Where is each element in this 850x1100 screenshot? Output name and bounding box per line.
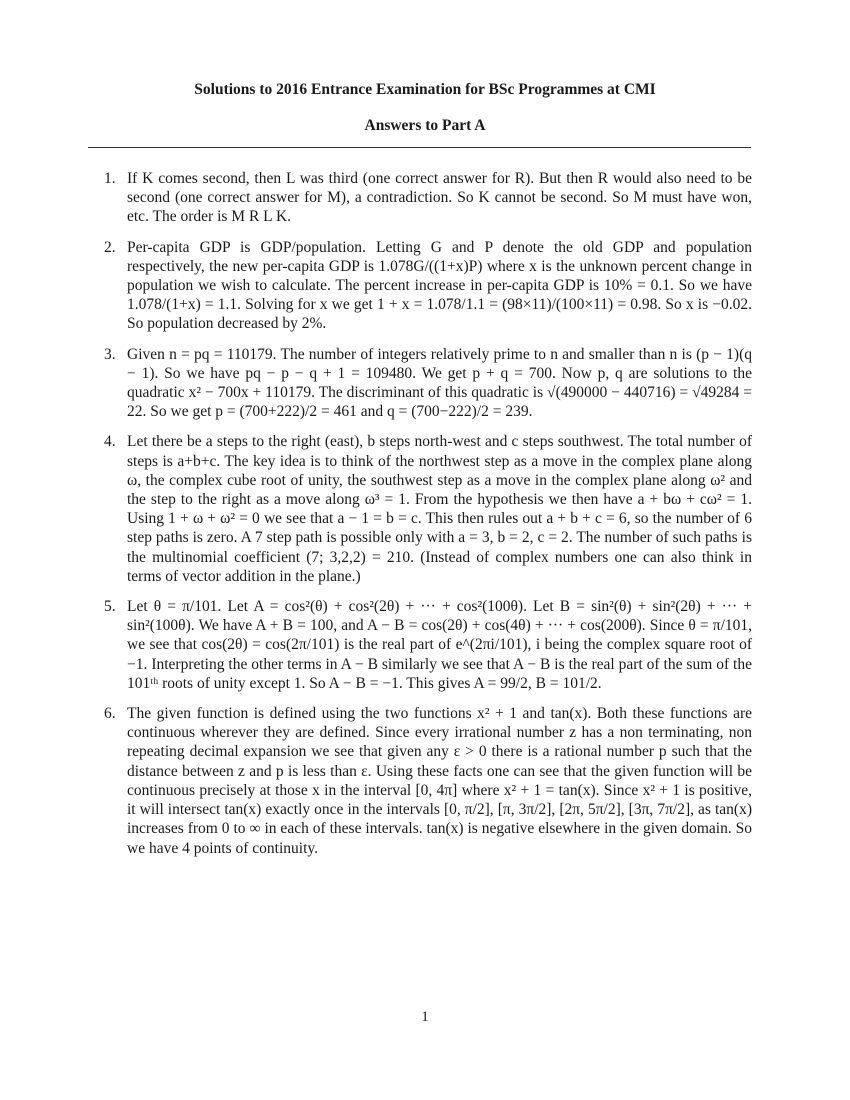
answer-number: 2. <box>104 238 116 256</box>
answer-text: The given function is defined using the two functions x² + 1 and tan(x). Both these functions are continuous wherever they are defined. Since every irrational number z has a non terminating, non repeating decimal expansion we see that given any ε > 0 there is a rational number p such that the distance between z and p is less than ε. Using these facts one can see that the given function will be continuous precisely at those x in the interval [0, 4π] where x² + 1 = tan(x). Since x² + 1 is positive, it will intersect tan(x) exactly once in the intervals [0, π/2], [π, 3π/2], [2π, 5π/2], [3π, 7π/2], as tan(x) increases from 0 to ∞ in each of these intervals. tan(x) is negative elsewhere in the given domain. So we have 4 points of continuity. <box>127 705 752 857</box>
document-subtitle: Answers to Part A <box>364 117 486 134</box>
document-title: Solutions to 2016 Entrance Examination for BSc Programmes at CMI <box>194 81 656 98</box>
answer-number: 3. <box>104 345 116 363</box>
answer-number: 5. <box>104 598 116 616</box>
answers-list <box>104 169 752 858</box>
answer-text: Let there be a steps to the right (east), b steps north-west and c steps southwest. The total number of steps is a+b+c. The key idea is to think of the northwest step as a move in the complex plane along ω, the complex cube root of unity, the southwest step as a move in the complex plane along ω² and the step to the right as a move along ω³ = 1. From the hypothesis we then have a + bω + cω² = 1. Using 1 + ω + ω² = 0 we see that a − 1 = b = c. This then rules out a + b + c = 6, so the number of 6 step paths is zero. A 7 step path is possible only with a = 3, b = 2, c = 2. The number of such paths is the multinomial coefficient (7; 3,2,2) = 210. (Instead of complex numbers one can also think in terms of vector addition in the plane.) <box>127 433 752 585</box>
answer-number: 4. <box>104 433 116 451</box>
answer-item-1 <box>104 169 752 227</box>
answer-text: Given n = pq = 110179. The number of integers relatively prime to n and smaller than n is (p − 1)(q − 1). So we have pq − p − q + 1 = 109480. We get p + q = 700. Now p, q are solutions to the quadratic x² − 700x + 110179. The discriminant of this quadratic is √(490000 − 440716) = √49284 = 22. So we get p = (700+222)/2 = 461 and q = (700−222)/2 = 239. <box>127 345 752 421</box>
answer-item-5 <box>104 597 752 693</box>
answer-item-3 <box>104 345 752 422</box>
answer-text: Let θ = π/101. Let A = cos²(θ) + cos²(2θ) + ··· + cos²(100θ). Let B = sin²(θ) + sin²(2θ) + ··· + sin²(100θ). We have A + B = 100, and A − B = cos(2θ) + cos(4θ) + ··· + cos(200θ). Since θ = π/101, we see that cos(2θ) = cos(2π/101) is the real part of e^(2πi/101), i being the complex square root of −1. Interpreting the other terms in A − B similarly we see that A − B is the real part of the sum of the 101ᵗʰ roots of unity except 1. So A − B = −1. This gives A = 99/2, B = 101/2. <box>127 598 752 692</box>
answer-item-6 <box>104 704 752 858</box>
answer-item-4 <box>104 432 752 586</box>
answer-number: 6. <box>104 705 116 723</box>
answer-number: 1. <box>104 170 116 187</box>
answer-text: Per-capita GDP is GDP/population. Letting G and P denote the old GDP and population respectively, the new per-capita GDP is 1.078G/((1+x)P) where x is the unknown percent change in population we wish to calculate. The percent increase in per-capita GDP is 10% = 0.1. So we have 1.078/(1+x) = 1.1. Solving for x we get 1 + x = 1.078/1.1 = (98×11)/(100×11) = 0.98. So x is −0.02. So population decreased by 2%. <box>127 238 752 333</box>
page-number: 1 <box>421 1009 429 1025</box>
horizontal-rule <box>88 147 751 148</box>
answer-item-2 <box>104 238 752 334</box>
answer-text: If K comes second, then L was third (one correct answer for R). But then R would also need to be second (one correct answer for M), a contradiction. So K cannot be second. So M must have won, etc. The order is M R L K. <box>127 170 752 226</box>
